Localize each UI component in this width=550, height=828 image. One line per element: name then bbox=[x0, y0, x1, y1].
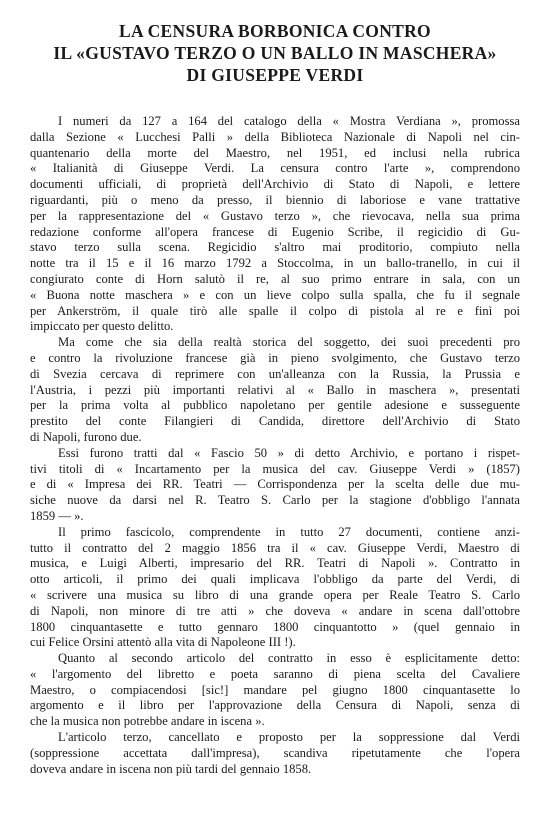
paragraph bbox=[30, 335, 520, 446]
text-line: musica, e Luigi Alberti, impresario del RR. Teatri di Napoli ». Contratto in bbox=[30, 556, 520, 571]
text-line: 1800 cinquantasette e tutto gennaro 1800 cinquantotto » (quel gennaio in bbox=[30, 619, 520, 634]
paragraph bbox=[30, 525, 520, 651]
text-line: riguardanti, più o meno da presso, il biennio di laboriose e vane trattative bbox=[30, 192, 520, 207]
text-line: argomento e il libro per l'approvazione della Censura di Napoli, senza di bbox=[30, 698, 520, 713]
text-line: Quanto al secondo articolo del contratto in esso è esplicitamente detto: bbox=[58, 651, 520, 666]
title-line: DI GIUSEPPE VERDI bbox=[186, 65, 364, 85]
text-line: doveva andare in iscena non più tardi del gennaio 1858. bbox=[30, 761, 312, 776]
text-line: di Napoli, furono due. bbox=[30, 429, 142, 444]
text-line: impiccato per questo delitto. bbox=[30, 319, 174, 334]
text-line: di Svezia cercava di reprimere con un'alleanza con la Russia, la Prussia e bbox=[30, 366, 520, 381]
text-line: l'Austria, i pezzi più importanti relativi al « Ballo in maschera », presentati bbox=[30, 382, 520, 397]
text-line: Il primo fascicolo, comprendente in tutto 27 documenti, contiene anzi- bbox=[58, 524, 520, 539]
text-line: tutto il contratto del 2 maggio 1856 tra il « cav. Giuseppe Verdi, Maestro di bbox=[30, 540, 520, 555]
text-line: « Buona notte maschera » e con un lieve colpo sulla spalla, che fu il segnale bbox=[30, 287, 520, 302]
paragraph bbox=[30, 114, 520, 335]
text-line: Essi furono tratti dal « Fascio 50 » di detto Archivio, e portano i rispet- bbox=[58, 445, 520, 460]
paragraph bbox=[30, 730, 520, 777]
text-line: tivi titoli di « Incartamento per la musica del cav. Giuseppe Verdi » (1857) bbox=[30, 461, 520, 476]
text-line: per la prima volta al pubblico napoletano per gentile adesione e susseguente bbox=[30, 398, 520, 413]
text-line: stavo terzo sulla scena. Regicidio s'altro mai proditorio, compiuto nella bbox=[30, 240, 520, 255]
text-line: documenti ufficiali, di proprietà dell'Archivio di Stato di Napoli, e lettere bbox=[30, 177, 520, 192]
title-line: IL «GUSTAVO TERZO O UN BALLO IN MASCHERA» bbox=[53, 43, 497, 63]
text-line: Maestro, o compiacendosi [sic!] mandare pel giugno 1800 cinquantasette lo bbox=[30, 682, 520, 697]
text-line: per la rappresentazione del « Gustavo terzo », che rievocava, nella sua prima bbox=[30, 208, 520, 223]
text-line: dalla Sezione « Lucchesi Palli » della Biblioteca Nazionale di Napoli nel cin- bbox=[30, 129, 520, 144]
text-line: Ma come che sia della realtà storica del soggetto, dei suoi precedenti pro bbox=[58, 335, 520, 350]
document-title bbox=[30, 20, 520, 86]
text-line: di Napoli, non minore di tre atti » che doveva « andare in scena dall'ottobre bbox=[30, 603, 520, 618]
text-line: L'articolo terzo, cancellato e proposto per la soppressione dal Verdi bbox=[58, 730, 520, 745]
text-line: prestito del conte Filangieri di Candida, direttore dell'Archivio di Stato bbox=[30, 414, 520, 429]
document-body bbox=[30, 114, 520, 777]
text-line: redazione conforme all'opera francese di Eugenio Scribe, il regicidio di Gu- bbox=[30, 224, 520, 239]
text-line: congiurato conte di Horn salutò il re, al suo primo entrare in sala, con un bbox=[30, 271, 520, 286]
text-line: siche nuove da darsi nel R. Teatro S. Carlo per la stagione d'obbligo l'annata bbox=[30, 493, 520, 508]
text-line: 1859 — ». bbox=[30, 508, 84, 523]
text-line: otto articoli, il primo dei quali implicava l'obbligo da parte del Verdi, di bbox=[30, 572, 520, 587]
text-line: e contro la rivoluzione francese già in pieno svolgimento, che Gustavo terzo bbox=[30, 350, 520, 365]
text-line: « scrivere una musica su libro di una grande opera per Reale Teatro S. Carlo bbox=[30, 587, 520, 602]
text-line: « l'argomento del libretto e poeta saranno di piena scelta del Cavaliere bbox=[30, 666, 520, 681]
title-line: LA CENSURA BORBONICA CONTRO bbox=[119, 21, 431, 41]
text-line: notte tra il 15 e il 16 marzo 1792 a Stoccolma, in un ballo-tranello, in cui il bbox=[30, 256, 520, 271]
text-line: per Ankerström, il quale tirò alle spalle il colpo di pistola al re e finì poi bbox=[30, 303, 520, 318]
paragraph bbox=[30, 651, 520, 730]
text-line: (soppressione accettata dall'impresa), scandiva ripetutamente che l'opera bbox=[30, 745, 520, 760]
text-line: quantenario della morte del Maestro, nel 1951, ed inclusi nella rubrica bbox=[30, 145, 520, 160]
paragraph bbox=[30, 446, 520, 525]
text-line: che la musica non potrebbe andare in iscena ». bbox=[30, 714, 265, 729]
text-line: e di « Impresa dei RR. Teatri — Corrispondenza per la scelta delle due mu- bbox=[30, 477, 520, 492]
text-line: « Italianità di Giuseppe Verdi. La censura contro l'arte », comprendono bbox=[30, 161, 520, 176]
text-line: cui Felice Orsini attentò alla vita di Napoleone III !). bbox=[30, 635, 296, 650]
text-line: I numeri da 127 a 164 del catalogo della « Mostra Verdiana », promossa bbox=[58, 114, 520, 128]
